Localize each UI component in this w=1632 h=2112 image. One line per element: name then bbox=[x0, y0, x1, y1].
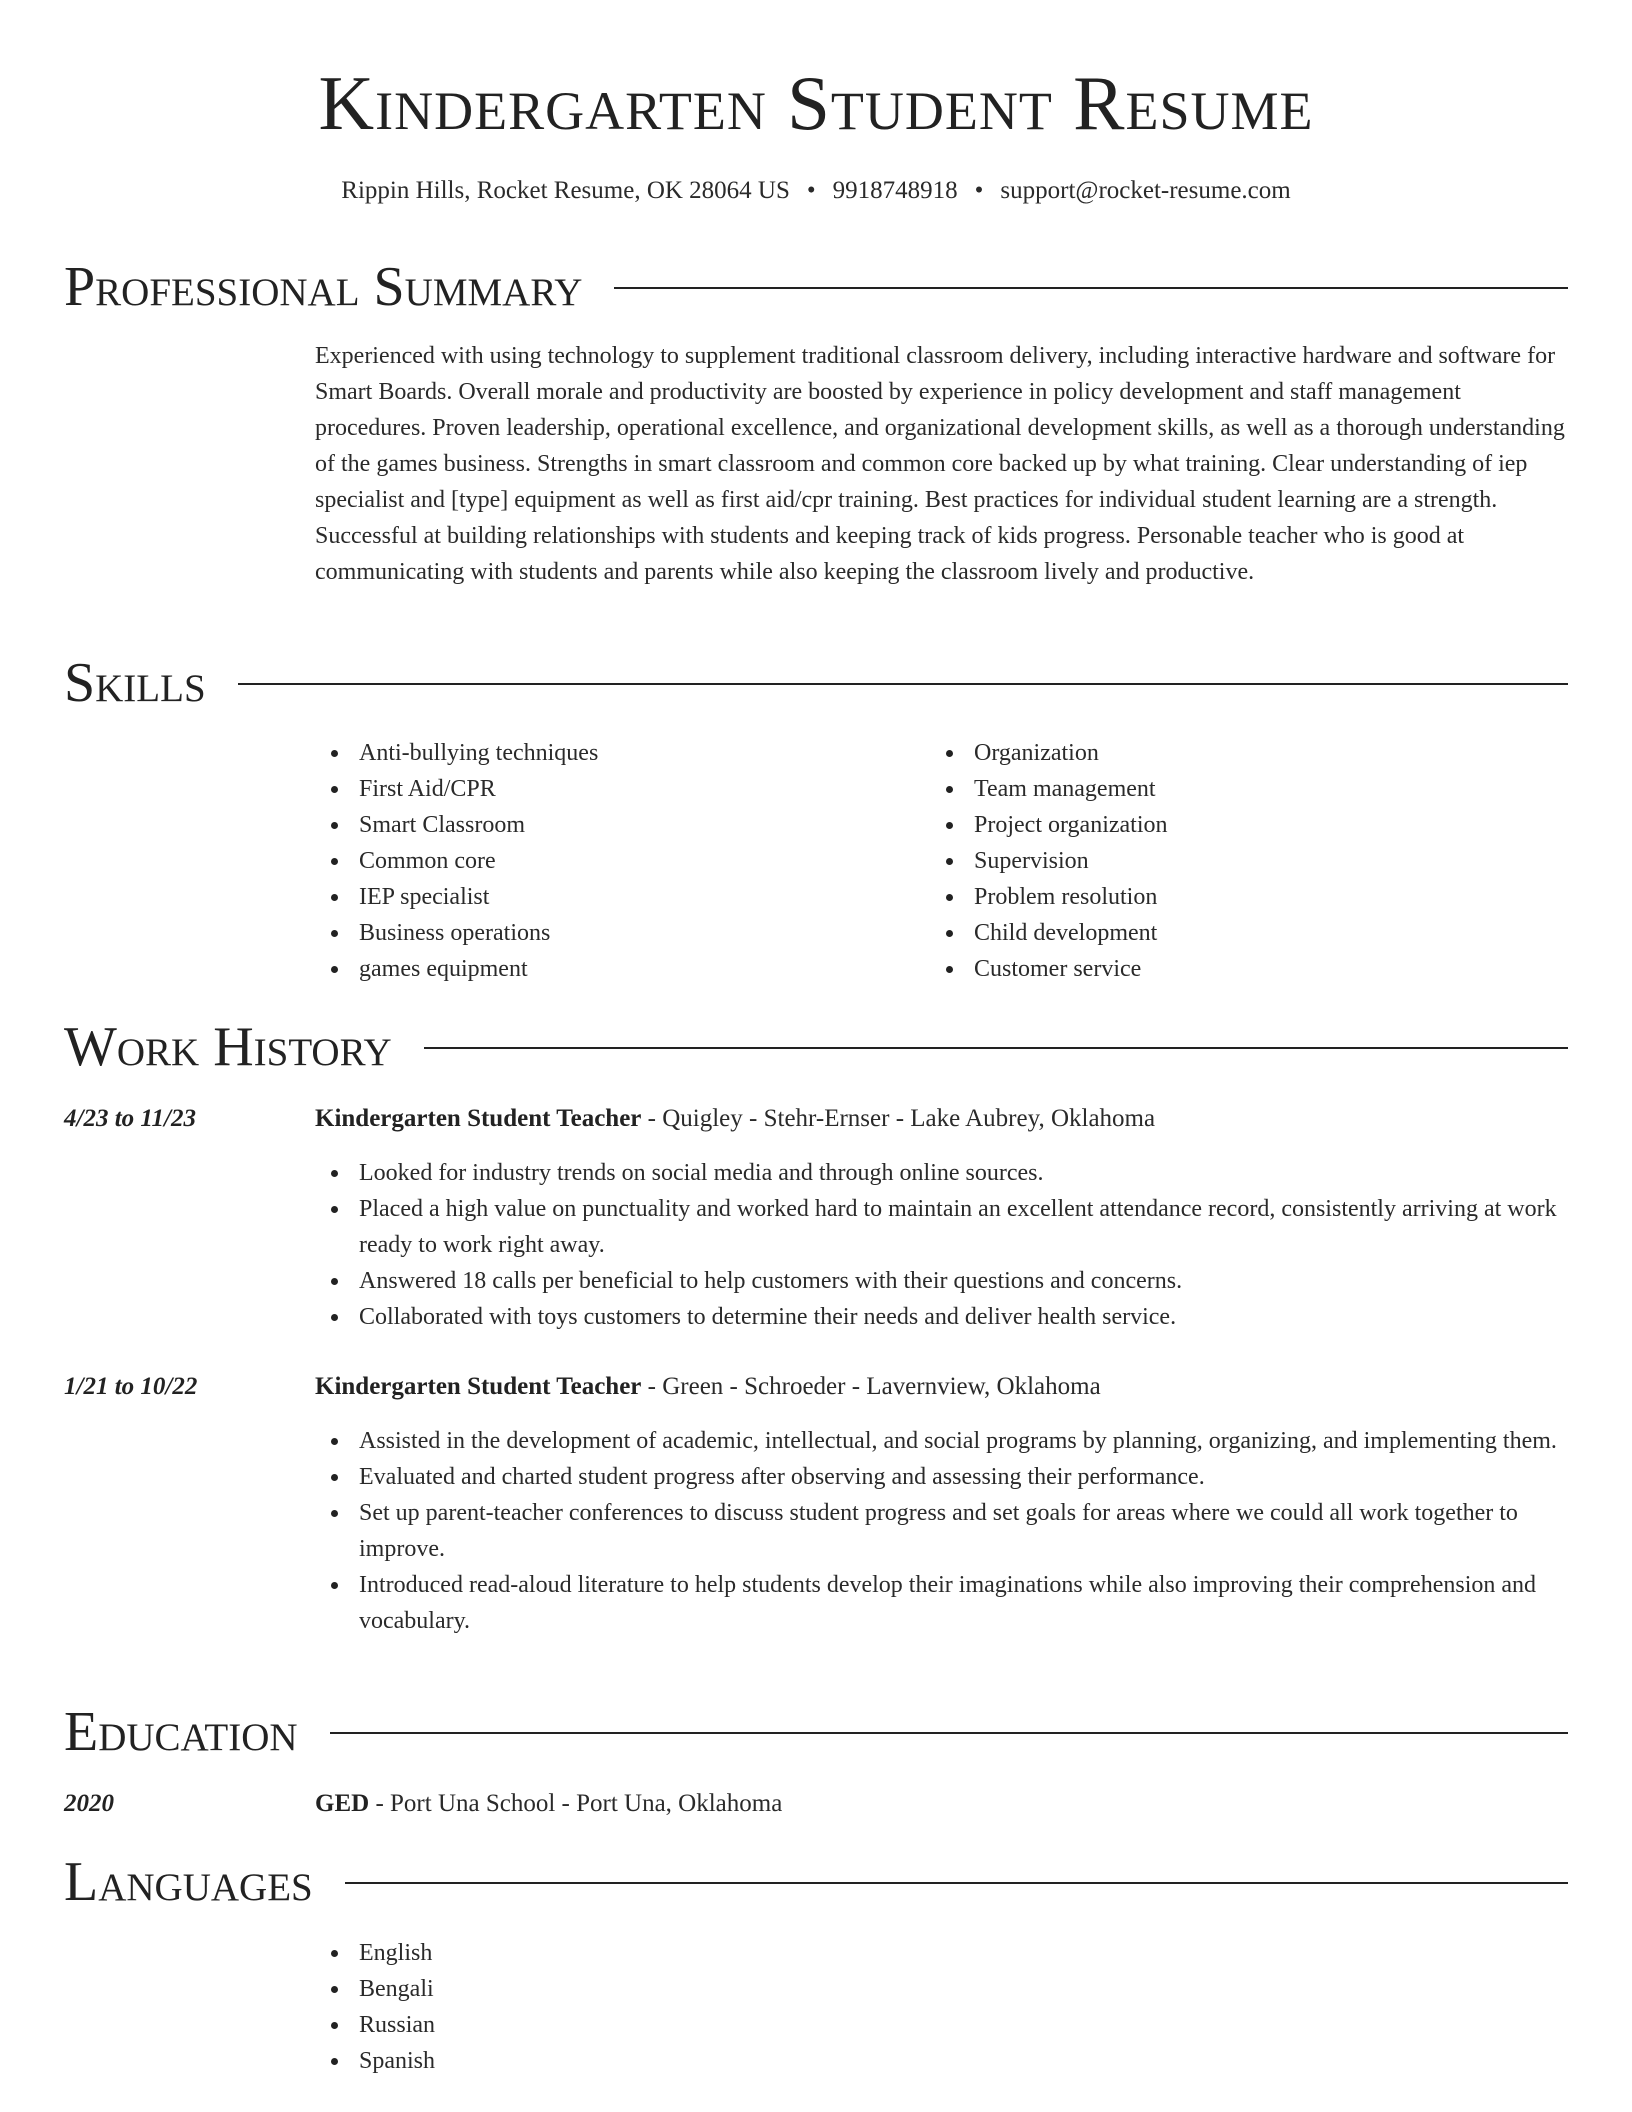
skill-item: IEP specialist bbox=[315, 879, 598, 915]
job-employer: - Quigley - Stehr-Ernser - Lake Aubrey, Oklahoma bbox=[641, 1105, 1156, 1132]
skill-item: Supervision bbox=[930, 843, 1168, 879]
section-divider bbox=[238, 683, 1568, 685]
job-bullet: Collaborated with toys customers to determine their needs and deliver health service. bbox=[315, 1299, 1571, 1335]
job-role: Kindergarten Student Teacher bbox=[315, 1105, 642, 1132]
job-employer: - Green - Schroeder - Lavernview, Oklahoma bbox=[641, 1373, 1101, 1400]
job-bullet: Placed a high value on punctuality and worked hard to maintain an excellent attendance record, consistently arriving at work ready to work right away. bbox=[315, 1191, 1571, 1263]
job-bullets bbox=[315, 1423, 1571, 1639]
education-school: - Port Una School - Port Una, Oklahoma bbox=[369, 1790, 783, 1817]
section-title-summary: Professional Summary bbox=[64, 256, 583, 318]
skill-item: Organization bbox=[930, 735, 1168, 771]
language-item: Russian bbox=[315, 2007, 435, 2043]
section-divider bbox=[330, 1732, 1568, 1734]
languages-list bbox=[315, 1935, 435, 2079]
section-divider bbox=[424, 1047, 1568, 1049]
skills-list-left bbox=[315, 735, 598, 987]
education-degree: GED bbox=[315, 1790, 370, 1817]
job-heading bbox=[315, 1101, 1155, 1137]
language-item: Bengali bbox=[315, 1971, 435, 2007]
section-divider bbox=[345, 1882, 1568, 1884]
contact-separator: • bbox=[974, 177, 984, 204]
section-header-summary bbox=[64, 252, 1568, 322]
section-header-work bbox=[64, 1012, 1568, 1082]
contact-separator: • bbox=[806, 177, 816, 204]
skill-item: First Aid/CPR bbox=[315, 771, 598, 807]
section-title-work: Work History bbox=[64, 1016, 392, 1078]
skill-item: games equipment bbox=[315, 951, 598, 987]
skill-item: Anti-bullying techniques bbox=[315, 735, 598, 771]
job-role: Kindergarten Student Teacher bbox=[315, 1373, 642, 1400]
job-bullet: Evaluated and charted student progress after observing and assessing their performance. bbox=[315, 1459, 1571, 1495]
skills-list-right bbox=[930, 735, 1168, 987]
education-entry bbox=[315, 1786, 782, 1822]
section-title-skills: Skills bbox=[64, 652, 206, 714]
skill-item: Business operations bbox=[315, 915, 598, 951]
job-bullet: Introduced read-aloud literature to help students develop their imaginations while also improving their comprehension and vocabulary. bbox=[315, 1567, 1571, 1639]
section-header-skills bbox=[64, 648, 1568, 718]
section-divider bbox=[614, 287, 1568, 289]
job-bullet: Answered 18 calls per beneficial to help customers with their questions and concerns. bbox=[315, 1263, 1571, 1299]
skill-item: Customer service bbox=[930, 951, 1168, 987]
contact-line bbox=[0, 174, 1632, 208]
education-year: 2020 bbox=[64, 1790, 114, 1817]
skill-item: Child development bbox=[930, 915, 1168, 951]
job-heading bbox=[315, 1369, 1101, 1405]
job-dates: 4/23 to 11/23 bbox=[64, 1105, 196, 1132]
contact-email: support@rocket-resume.com bbox=[1000, 177, 1291, 204]
skill-item: Team management bbox=[930, 771, 1168, 807]
contact-phone: 9918748918 bbox=[832, 177, 958, 204]
section-header-languages bbox=[64, 1847, 1568, 1917]
language-item: English bbox=[315, 1935, 435, 1971]
job-bullets bbox=[315, 1155, 1571, 1335]
section-header-education bbox=[64, 1697, 1568, 1767]
skill-item: Project organization bbox=[930, 807, 1168, 843]
section-title-education: Education bbox=[64, 1701, 298, 1763]
resume-title: Kindergarten Student Resume bbox=[318, 60, 1314, 146]
job-bullet: Looked for industry trends on social media and through online sources. bbox=[315, 1155, 1571, 1191]
job-bullet: Set up parent-teacher conferences to discuss student progress and set goals for areas where we could all work together to improve. bbox=[315, 1495, 1571, 1567]
contact-address: Rippin Hills, Rocket Resume, OK 28064 US bbox=[341, 177, 790, 204]
job-dates: 1/21 to 10/22 bbox=[64, 1373, 198, 1400]
section-title-languages: Languages bbox=[64, 1851, 313, 1913]
language-item: Spanish bbox=[315, 2043, 435, 2079]
job-bullet: Assisted in the development of academic, intellectual, and social programs by planning, organizing, and implementing them. bbox=[315, 1423, 1571, 1459]
summary-text: Experienced with using technology to supplement traditional classroom delivery, including interactive hardware and software for Smart Boards. Overall morale and productivity are boosted by experience in policy development and staff management procedures. Proven leadership, operational excellence, and organizational development skills, as well as a thorough understanding of the games business. Strengths in smart classroom and common core backed up by what training. Clear understanding of iep specialist and [type] equipment as well as first aid/cpr training. Best practices for individual student learning are a strength. Successful at building relationships with students and keeping track of kids progress. Personable teacher who is good at communicating with students and parents while also keeping the classroom lively and productive. bbox=[315, 343, 1565, 585]
skill-item: Problem resolution bbox=[930, 879, 1168, 915]
skill-item: Smart Classroom bbox=[315, 807, 598, 843]
skill-item: Common core bbox=[315, 843, 598, 879]
